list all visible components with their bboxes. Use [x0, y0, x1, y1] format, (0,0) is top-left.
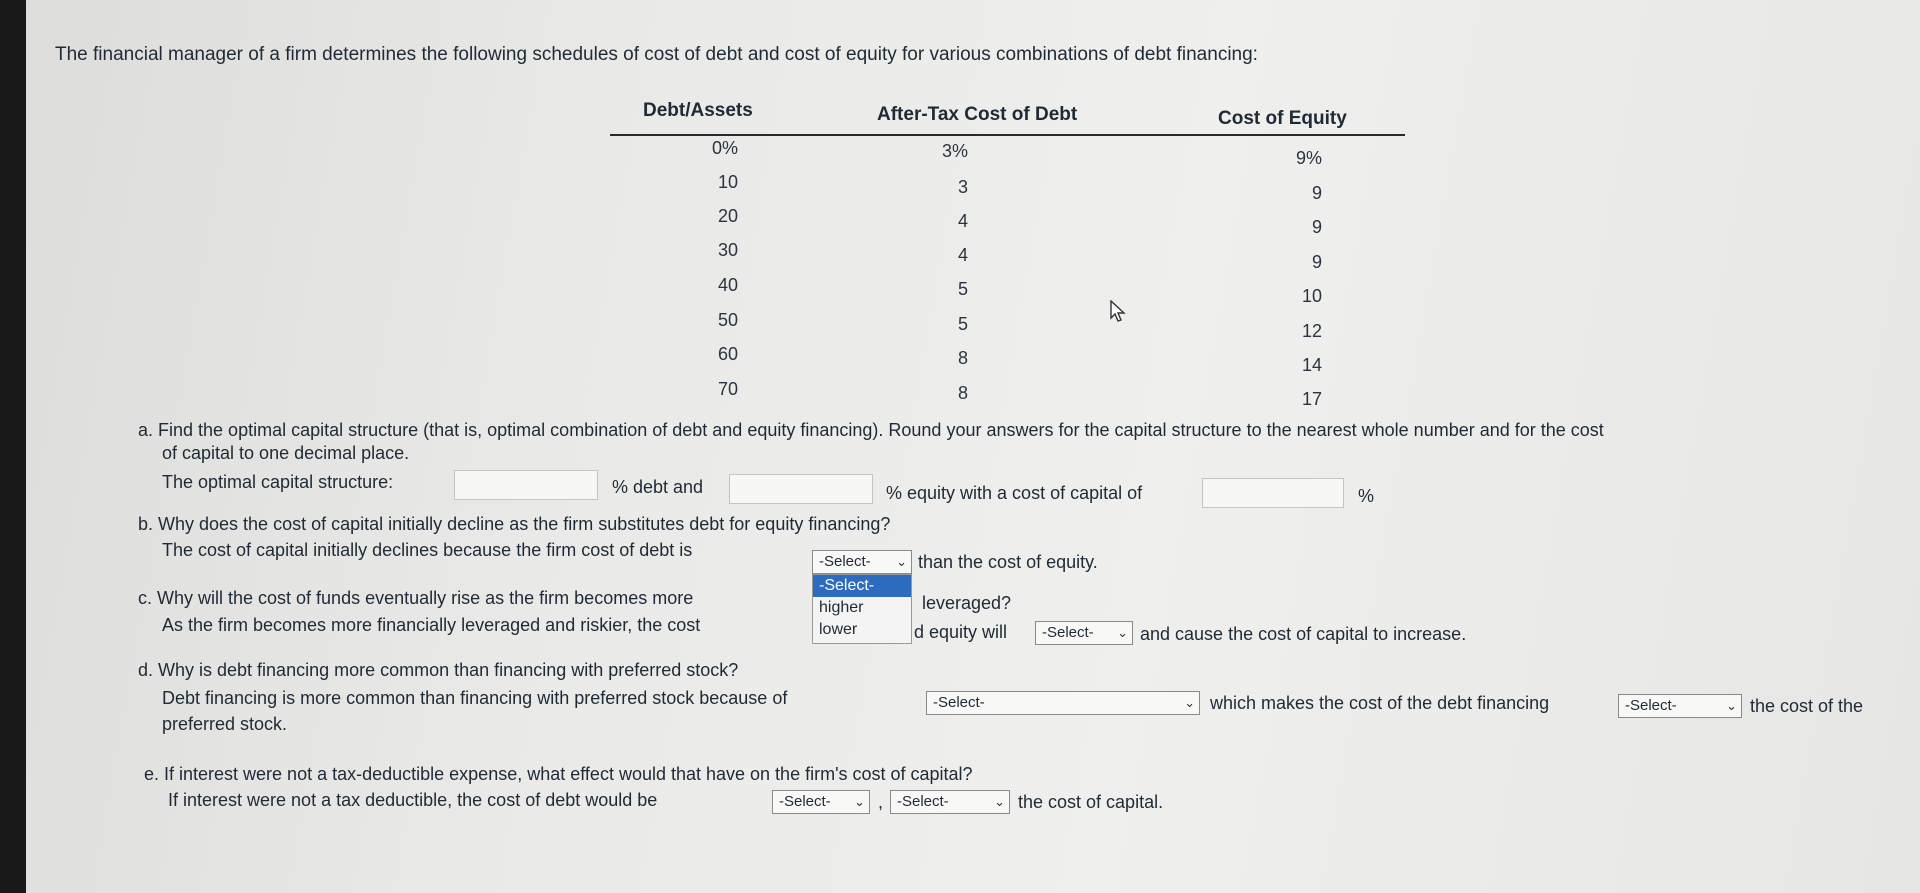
part-e-question: e. If interest were not a tax-deductible expense, what effect would that have on the firm's cost of capital?	[144, 764, 973, 784]
part-a-question-line2: of capital to one decimal place.	[162, 443, 410, 463]
select-value: -Select-	[897, 793, 949, 810]
dropdown-option-select[interactable]: -Select-	[813, 575, 911, 597]
debt-assets-cell: 30	[717, 240, 738, 260]
debt-reason-select[interactable]	[926, 691, 1200, 715]
part-d-answer-mid: which makes the cost of the debt financing	[1210, 693, 1550, 713]
cost-of-capital-effect-select[interactable]	[890, 790, 1010, 814]
select-value: -Select-	[933, 694, 985, 711]
cost-of-debt-select[interactable]	[812, 550, 912, 574]
dropdown-option-lower[interactable]: lower	[819, 621, 858, 638]
percent-sign: %	[1358, 486, 1375, 506]
part-d-question: d. Why is debt financing more common than financing with preferred stock?	[138, 660, 739, 680]
cost-of-debt-effect-select[interactable]	[772, 790, 870, 814]
intro-text: The financial manager of a firm determines the following schedules of cost of debt and cost of equity for various combinations of debt financing:	[55, 44, 1258, 65]
debt-equity-cost-select[interactable]	[1035, 621, 1133, 645]
select-value: -Select-	[1042, 624, 1094, 641]
dropdown-option-higher[interactable]: higher	[819, 599, 864, 616]
left-dark-edge	[0, 0, 26, 893]
cost-of-debt-cell: 5	[957, 314, 968, 334]
debt-assets-cell: 10	[717, 172, 738, 192]
cost-of-equity-cell: 9	[1311, 183, 1322, 203]
part-e-answer-suffix: the cost of capital.	[1018, 792, 1164, 812]
part-b-answer-suffix: than the cost of equity.	[918, 552, 1098, 572]
cost-of-debt-cell: 3%	[941, 141, 968, 161]
cost-of-equity-cell: 9	[1311, 252, 1322, 272]
mouse-cursor-icon	[1110, 300, 1128, 324]
part-a-label: The optimal capital structure:	[162, 472, 394, 492]
select-value: -Select-	[779, 793, 831, 810]
chevron-down-icon: ⌄	[994, 794, 1005, 809]
part-c-question-prefix: c. Why will the cost of funds eventually rise as the firm becomes more	[138, 588, 694, 608]
header-cost-of-equity: Cost of Equity	[1218, 108, 1347, 129]
cost-of-debt-cell: 5	[957, 279, 968, 299]
header-debt-assets: Debt/Assets	[643, 100, 753, 121]
cost-of-debt-cell: 3	[957, 177, 968, 197]
part-b-answer-prefix: The cost of capital initially declines because the firm cost of debt is	[162, 540, 693, 560]
cost-of-debt-cell: 8	[957, 348, 968, 368]
part-c-answer-suffix: and cause the cost of capital to increase.	[1140, 624, 1467, 644]
chevron-down-icon: ⌄	[1184, 695, 1195, 710]
part-d-answer-line2: preferred stock.	[162, 714, 288, 734]
cost-of-equity-cell: 9	[1311, 217, 1322, 237]
cost-of-debt-dropdown-list[interactable]	[812, 574, 912, 644]
cost-of-debt-cell: 4	[957, 245, 968, 265]
debt-suffix: % debt and	[612, 477, 704, 497]
debt-assets-cell: 0%	[711, 138, 738, 158]
chevron-down-icon: ⌄	[854, 794, 865, 809]
cost-of-equity-cell: 9%	[1295, 148, 1322, 168]
equity-suffix: % equity with a cost of capital of	[886, 483, 1143, 503]
part-c-answer-mid: d equity will	[914, 622, 1008, 642]
debt-assets-cell: 20	[717, 206, 738, 226]
debt-assets-cell: 50	[717, 310, 738, 330]
table-header-rule	[610, 134, 1405, 136]
chevron-down-icon: ⌄	[1117, 625, 1128, 640]
cost-of-debt-cell: 8	[957, 383, 968, 403]
chevron-down-icon: ⌄	[896, 554, 907, 569]
part-d-answer-prefix: Debt financing is more common than financing with preferred stock because of	[162, 688, 788, 708]
part-c-question-suffix: leveraged?	[922, 593, 1012, 613]
cost-of-equity-cell: 17	[1301, 389, 1322, 409]
part-c-answer-prefix: As the firm becomes more financially leveraged and riskier, the cost	[162, 615, 701, 635]
part-d-answer-suffix: the cost of the	[1750, 696, 1864, 716]
debt-assets-cell: 60	[717, 344, 738, 364]
part-e-answer-prefix: If interest were not a tax deductible, the cost of debt would be	[168, 790, 658, 810]
cost-of-equity-cell: 10	[1301, 286, 1322, 306]
equity-percent-input[interactable]	[729, 474, 873, 504]
cost-of-equity-cell: 12	[1301, 321, 1322, 341]
cost-of-equity-cell: 14	[1301, 355, 1322, 375]
select-value: -Select-	[819, 553, 871, 570]
header-after-tax-cost-of-debt: After-Tax Cost of Debt	[877, 104, 1078, 125]
cost-of-debt-cell: 4	[957, 211, 968, 231]
debt-assets-cell: 40	[717, 275, 738, 295]
debt-assets-cell: 70	[717, 379, 738, 399]
select-value: -Select-	[1625, 697, 1677, 714]
debt-cost-comparison-select[interactable]	[1618, 694, 1742, 718]
chevron-down-icon: ⌄	[1726, 698, 1737, 713]
part-b-question: b. Why does the cost of capital initially decline as the firm substitutes debt for equity financing?	[138, 514, 891, 534]
debt-percent-input[interactable]	[454, 470, 598, 500]
part-a-question-line1: a. Find the optimal capital structure (that is, optimal combination of debt and equity financing). Round your answers for the capital structure to the nearest whole number and for the cost	[138, 420, 1604, 440]
comma: ,	[878, 792, 884, 812]
cost-of-capital-input[interactable]	[1202, 478, 1344, 508]
